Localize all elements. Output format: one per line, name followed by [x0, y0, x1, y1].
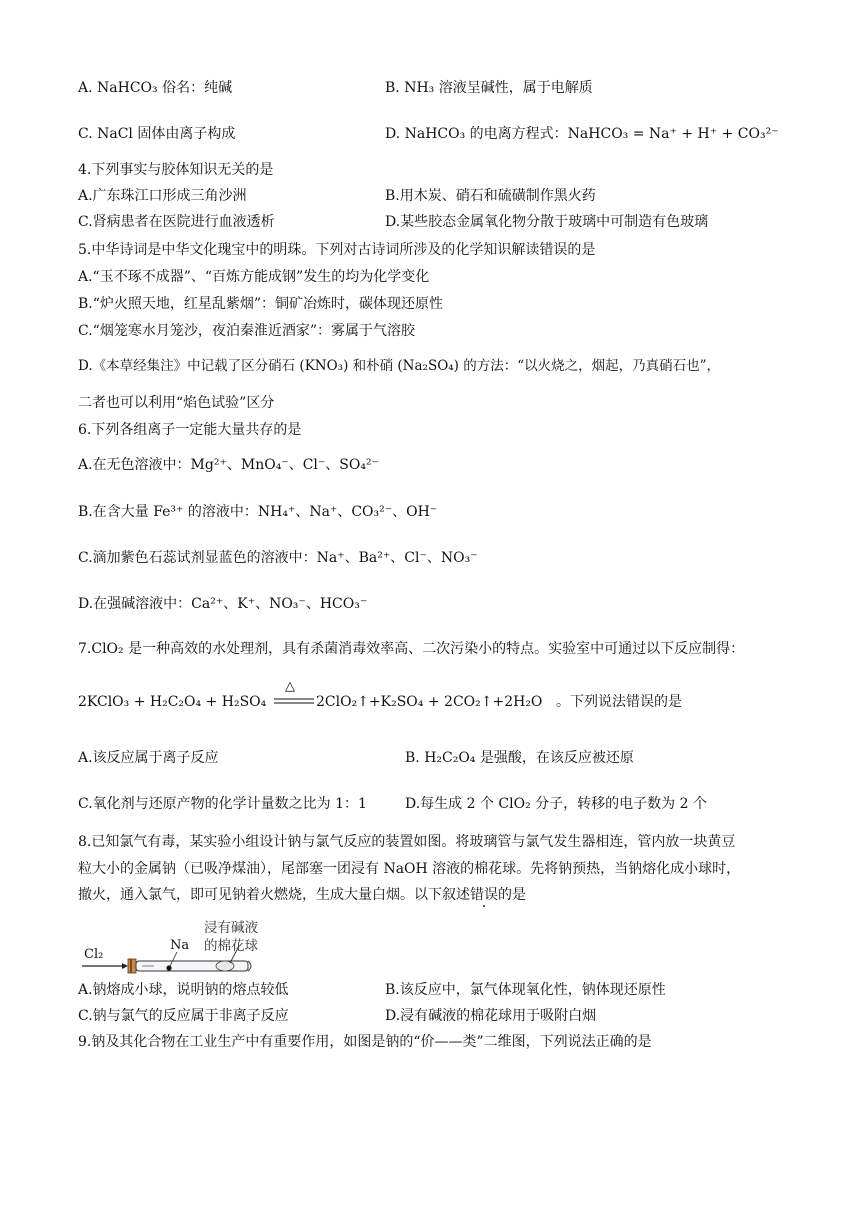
q5-option-b: B.“炉火照天地，红星乱紫烟”：铜矿冶炼时，碳体现还原性	[78, 296, 444, 312]
q6-option-a: A.在无色溶液中：Mg²⁺、MnO₄⁻、Cl⁻、SO₄²⁻	[78, 457, 379, 473]
q5-stem: 5.中华诗词是中华文化瑰宝中的明珠。下列对古诗词所涉及的化学知识解读错误的是	[78, 242, 596, 258]
q7-equation-heat-symbol: △	[285, 679, 295, 694]
q5-option-d-line2: 二者也可以利用“焰色试验”区分	[78, 395, 275, 411]
q4-option-c: C.肾病患者在医院进行血液透析	[78, 214, 275, 230]
q6-option-b: B.在含大量 Fe³⁺ 的溶液中：NH₄⁺、Na⁺、CO₃²⁻、OH⁻	[78, 504, 438, 520]
diagram-label-cl2: Cl₂	[84, 947, 104, 962]
q7-option-a: A.该反应属于离子反应	[78, 750, 219, 766]
q8-option-b: B.该反应中，氯气体现氧化性，钠体现还原性	[385, 982, 666, 998]
q3-option-a: A. NaHCO₃ 俗名：纯碱	[78, 80, 233, 96]
q6-stem: 6.下列各组离子一定能大量共存的是	[78, 422, 302, 438]
diagram-label-cotton-line1: 浸有碱液	[204, 920, 258, 936]
q5-option-a: A.“玉不琢不成器”、“百炼方能成钢”发生的均为化学变化	[78, 269, 430, 285]
diagram-label-cotton-line2: 的棉花球	[204, 938, 258, 954]
q7-option-c: C.氧化剂与还原产物的化学计量数之比为 1：1	[78, 796, 367, 812]
q8-stem-emphasis: 错误	[470, 887, 498, 903]
q8-option-a: A.钠熔成小球，说明钠的熔点较低	[78, 982, 289, 998]
q8-stem-line3	[78, 886, 526, 904]
q3-option-b: B. NH₃ 溶液呈碱性，属于电解质	[385, 80, 593, 96]
q8-option-c: C.钠与氯气的反应属于非离子反应	[78, 1008, 289, 1024]
q8-stem-line3-start: 撤火，通入氯气，即可见钠着火燃烧，生成大量白烟。以下叙述	[78, 887, 470, 903]
q6-option-c: C.滴加紫色石蕊试剂显蓝色的溶液中：Na⁺、Ba²⁺、Cl⁻、NO₃⁻	[78, 550, 478, 566]
q4-stem: 4.下列事实与胶体知识无关的是	[78, 162, 274, 178]
q8-stem-line2: 粒大小的金属钠（已吸净煤油），尾部塞一团浸有 NaOH 溶液的棉花球。先将钠预热，当钠熔化成小球时，	[78, 861, 741, 877]
q7-option-b: B. H₂C₂O₄ 是强酸，在该反应被还原	[405, 750, 634, 766]
q6-option-d: D.在强碱溶液中：Ca²⁺、K⁺、NO₃⁻、HCO₃⁻	[78, 596, 368, 612]
q7-equation-equals-sign	[274, 698, 314, 706]
q4-option-a: A.广东珠江口形成三角沙洲	[78, 188, 247, 204]
q7-stem: 7.ClO₂ 是一种高效的水处理剂，具有杀菌消毒效率高、二次污染小的特点。实验室中可通过以下反应制得：	[78, 641, 745, 657]
diagram-label-na: Na	[170, 938, 190, 953]
q5-option-d-line1: D.《本草经集注》中记载了区分硝石 (KNO₃) 和朴硝 (Na₂SO₄) 的方法：“以火烧之，烟起，乃真硝石也”，	[78, 358, 721, 374]
q5-option-c: C.“烟笼寒水月笼沙，夜泊秦淮近酒家”：雾属于气溶胶	[78, 323, 415, 339]
q3-option-c: C. NaCl 固体由离子构成	[78, 126, 236, 142]
q9-stem: 9.钠及其化合物在工业生产中有重要作用，如图是钠的“价——类”二维图，下列说法正确的是	[78, 1034, 652, 1050]
q4-option-b: B.用木炭、硝石和硫磺制作黑火药	[385, 188, 596, 204]
q4-option-d: D.某些胶态金属氧化物分散于玻璃中可制造有色玻璃	[385, 214, 709, 230]
q3-option-d: D. NaHCO₃ 的电离方程式：NaHCO₃ = Na⁺ + H⁺ + CO₃²⁻	[385, 126, 779, 142]
q8-option-d: D.浸有碱液的棉花球用于吸附白烟	[385, 1008, 597, 1024]
q7-equation-tail: 。下列说法错误的是	[556, 694, 682, 710]
q7-equation-left: 2KClO₃ + H₂C₂O₄ + H₂SO₄	[78, 694, 267, 710]
q8-stem-line3-end: 的是	[498, 887, 526, 903]
q8-stem-line1: 8.已知氯气有毒，某实验小组设计钠与氯气反应的装置如图。将玻璃管与氯气发生器相连，管内放一块黄豆	[78, 834, 736, 850]
q7-equation-right: 2ClO₂↑+K₂SO₄ + 2CO₂↑+2H₂O	[316, 694, 543, 710]
q7-option-d: D.每生成 2 个 ClO₂ 分子，转移的电子数为 2 个	[405, 796, 707, 812]
